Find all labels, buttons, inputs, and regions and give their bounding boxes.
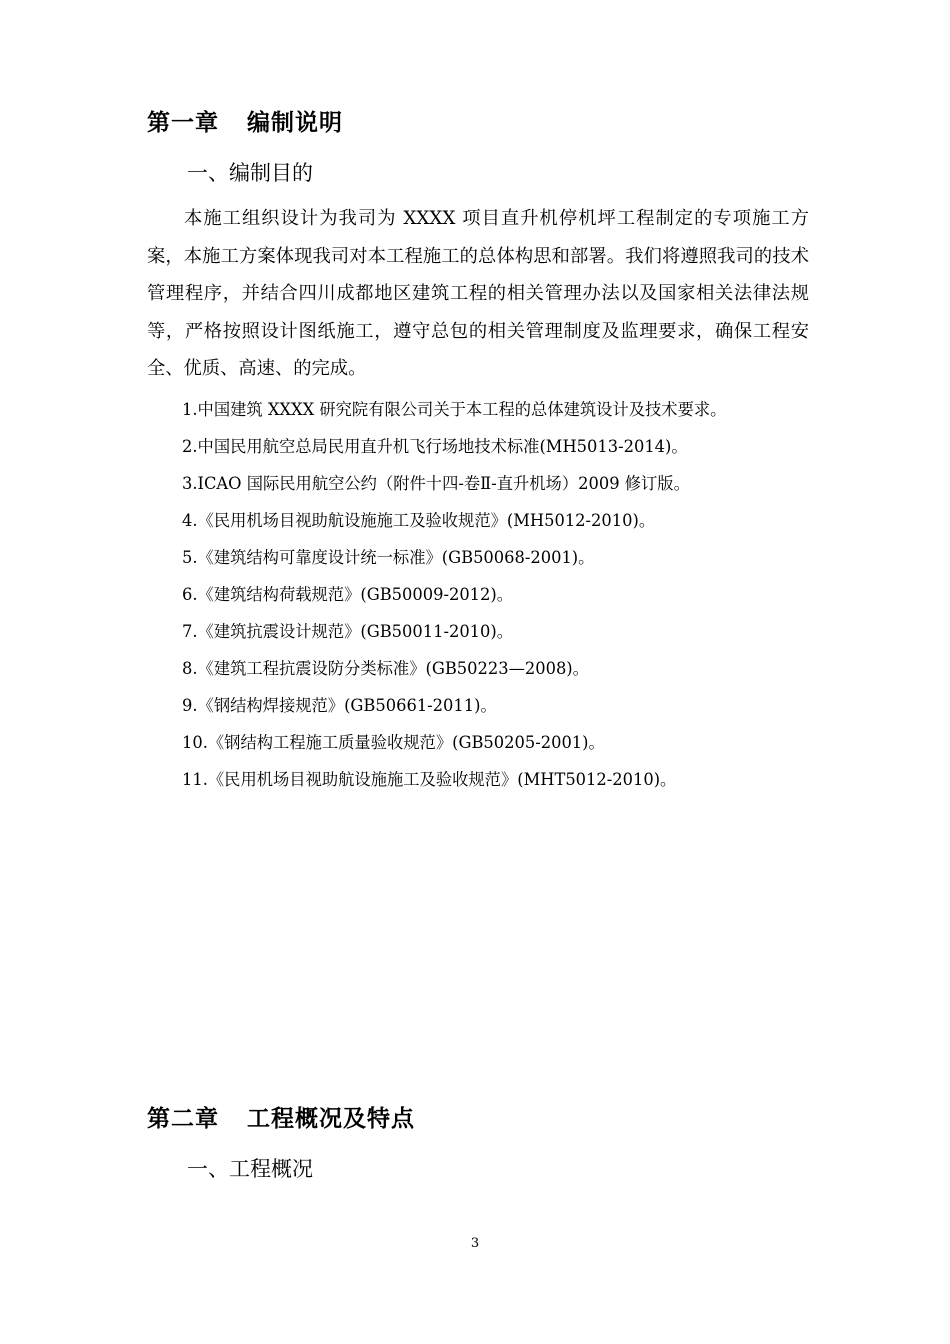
section-1-heading: 一、编制目的 [187,161,313,185]
page-number: 3 [470,1236,480,1251]
reference-item-10: 10.《钢结构工程施工质量验收规范》(GB50205-2001)。 [182,733,605,752]
reference-item-9: 9.《钢结构焊接规范》(GB50661-2011)。 [182,696,497,715]
reference-item-4: 4.《民用机场目视助航设施施工及验收规范》(MH5012-2010)。 [182,511,656,530]
chapter-2-number: 第二章 [147,1106,219,1132]
chapter-1-heading [147,104,343,137]
reference-item-2: 2.中国民用航空总局民用直升机飞行场地技术标准(MH5013-2014)。 [182,437,688,456]
chapter-1-title: 编制说明 [247,110,343,136]
section-2-heading: 一、工程概况 [187,1157,313,1181]
reference-item-7: 7.《建筑抗震设计规范》(GB50011-2010)。 [182,622,514,641]
reference-item-3: 3.ICAO 国际民用航空公约（附件十四-卷Ⅱ-直升机场）2009 修订版。 [182,474,690,493]
reference-item-6: 6.《建筑结构荷载规范》(GB50009-2012)。 [182,585,514,604]
reference-item-8: 8.《建筑工程抗震设防分类标准》(GB50223—2008)。 [182,659,589,678]
reference-item-5: 5.《建筑结构可靠度设计统一标准》(GB50068-2001)。 [182,548,595,567]
reference-item-11: 11.《民用机场目视助航设施施工及验收规范》(MHT5012-2010)。 [182,770,677,789]
reference-item-1: 1.中国建筑 XXXX 研究院有限公司关于本工程的总体建筑设计及技术要求。 [182,400,727,419]
chapter-2-heading [147,1100,415,1133]
chapter-2-title: 工程概况及特点 [247,1106,415,1132]
chapter-1-number: 第一章 [147,110,219,136]
purpose-paragraph: 本施工组织设计为我司为 XXXX 项目直升机停机坪工程制定的专项施工方案，本施工方案体现我司对本工程施工的总体构思和部署。我们将遵照我司的技术管理程序，并结合四川成都地区建筑工程的相关管理办法以及国家相关法律法规等，严格按照设计图纸施工，遵守总包的相关管理制度及监理要求，确保工程安全、优质、高速、的完成。 [147,208,809,380]
